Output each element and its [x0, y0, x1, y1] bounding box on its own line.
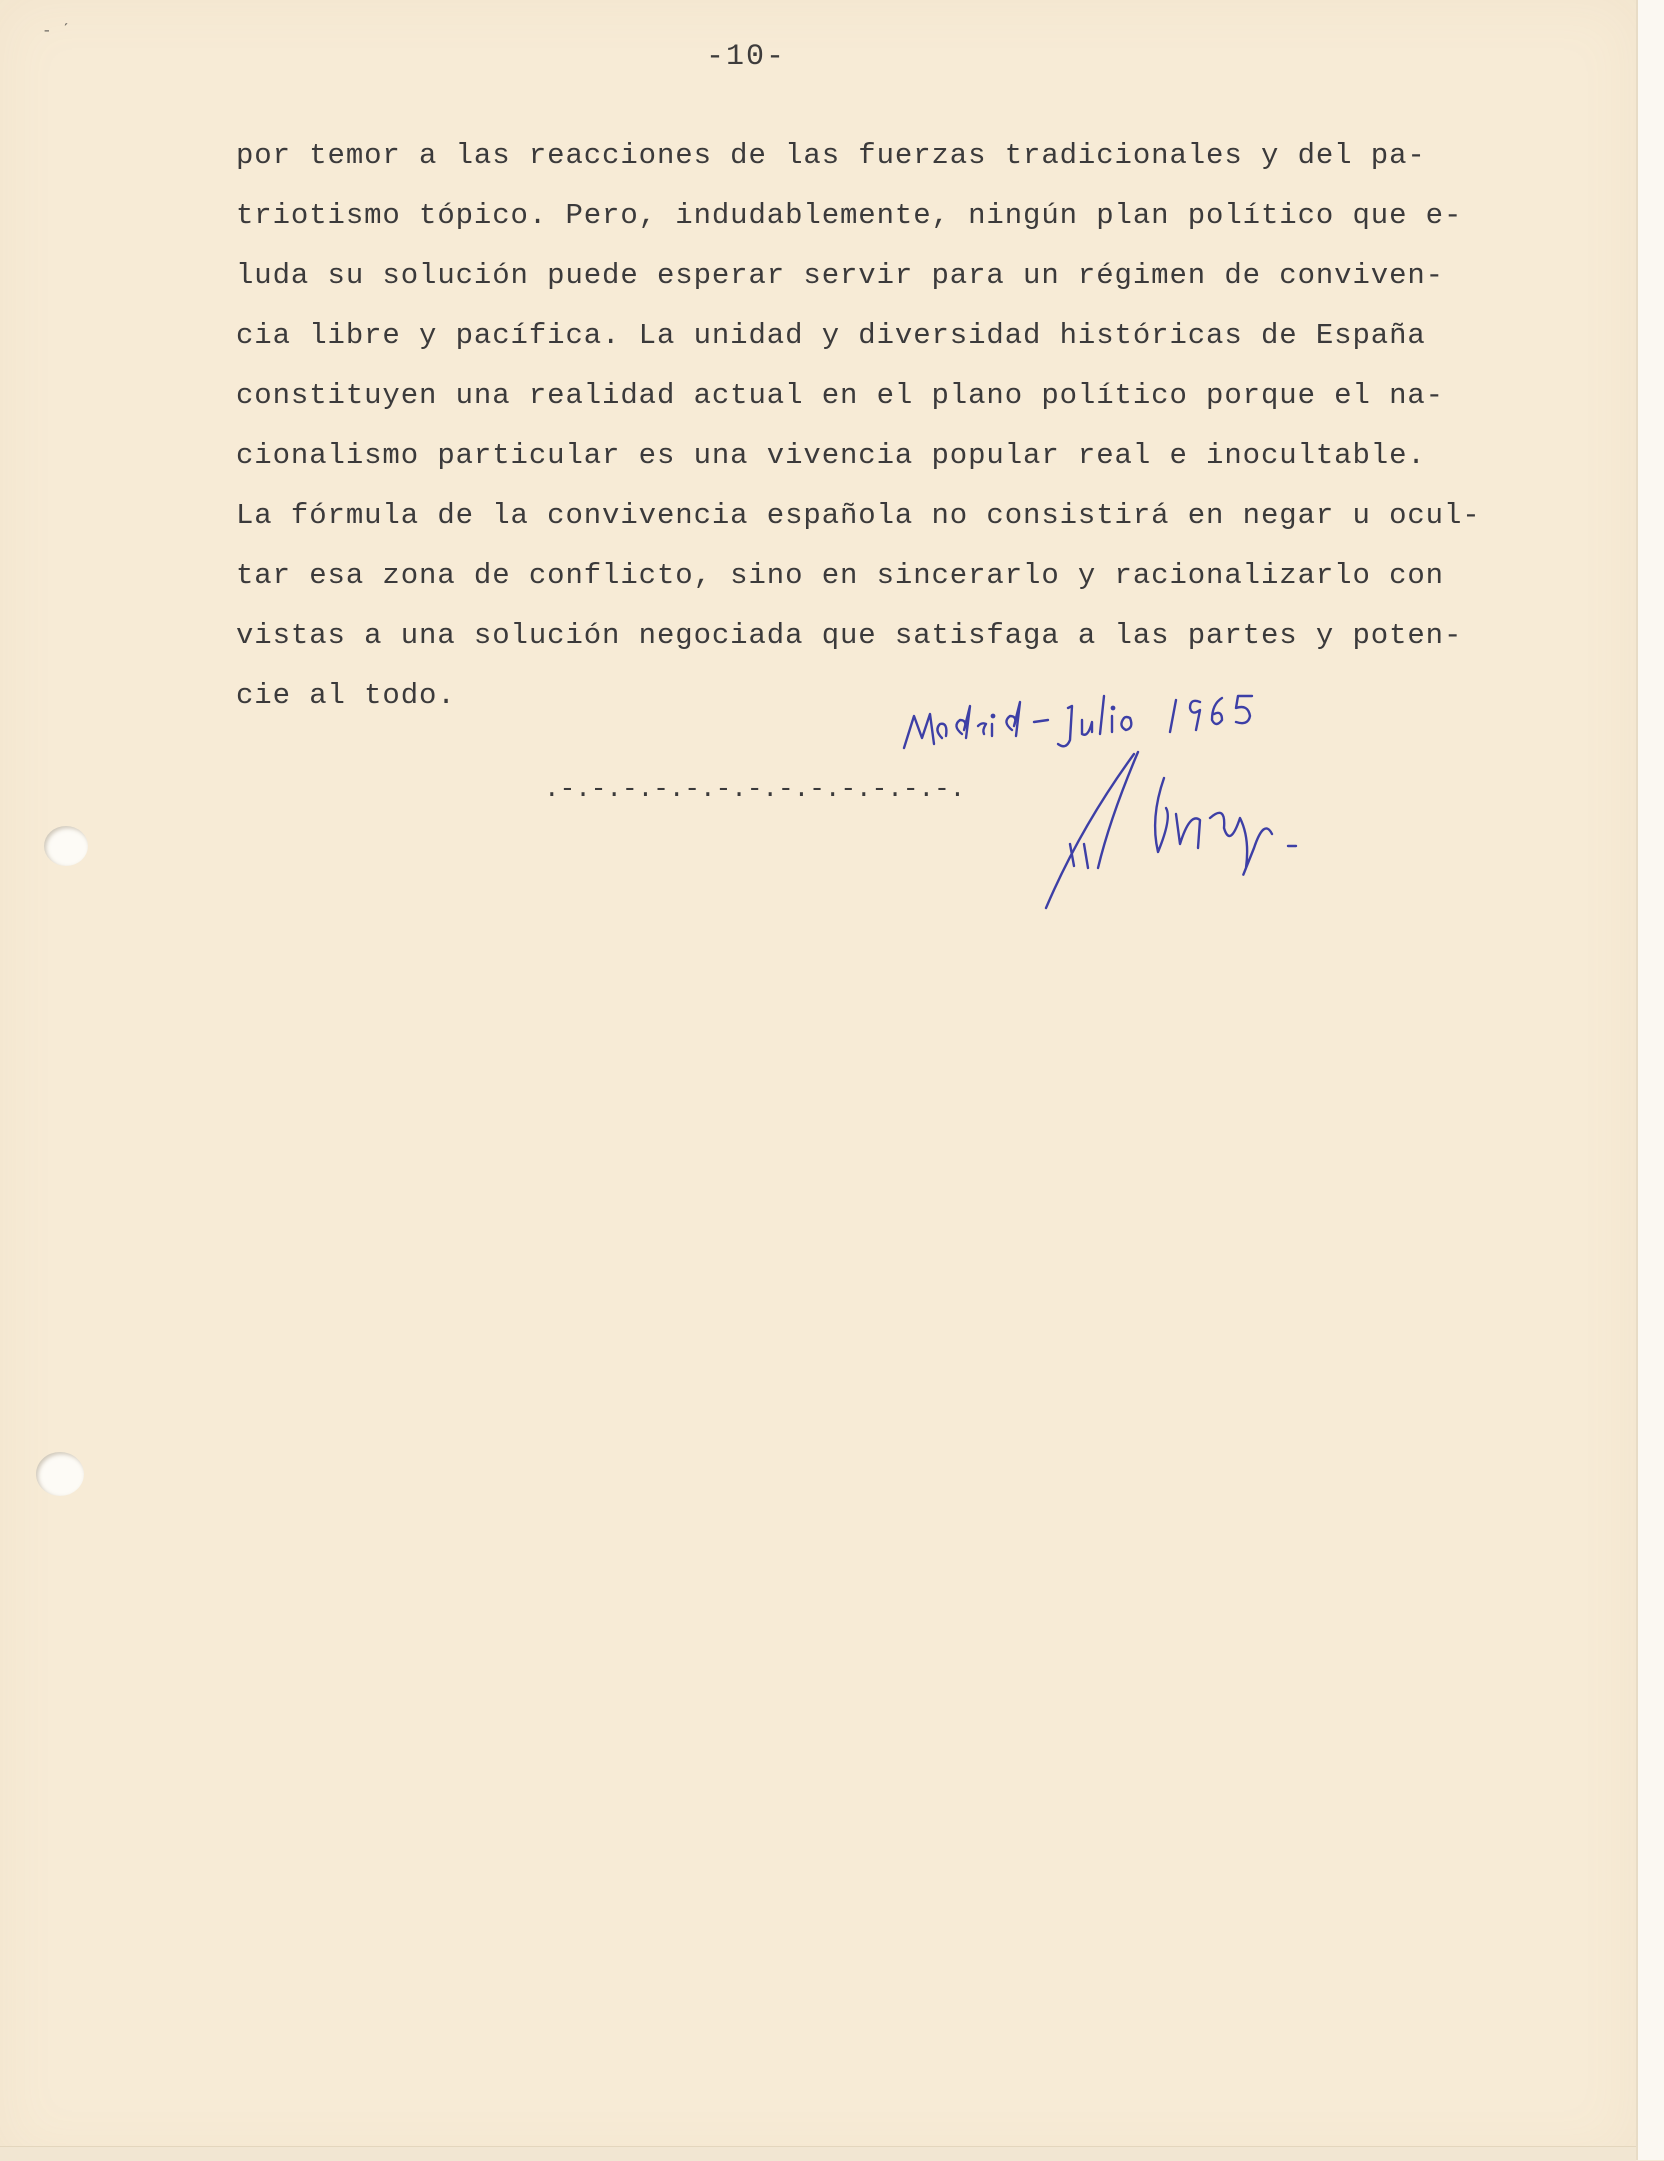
body-line: cia libre y pacífica. La unidad y diversidad históricas de España: [236, 319, 1426, 352]
closing-rule: .-.-.-.-.-.-.-.-.-.-.-.-.-.: [544, 774, 966, 804]
body-line: constituyen una realidad actual en el plano político porque el na-: [236, 379, 1444, 412]
page-number: -10-: [706, 40, 787, 74]
body-line: cie al todo.: [236, 679, 456, 712]
body-line: tar esa zona de conflicto, sino en sincerarlo y racionalizarlo con: [236, 559, 1444, 592]
punch-hole: [36, 1452, 84, 1496]
page-bottom-edge: [0, 2146, 1636, 2161]
punch-hole: [44, 826, 88, 866]
body-line: triotismo tópico. Pero, indudablemente, ningún plan político que e-: [236, 199, 1463, 232]
body-line: por temor a las reacciones de las fuerzas tradicionales y del pa-: [236, 139, 1426, 172]
body-text: [236, 126, 1636, 726]
signature: [1040, 748, 1460, 918]
body-line: vistas a una solución negociada que satisfaga a las partes y poten-: [236, 619, 1463, 652]
body-line: La fórmula de la convivencia española no consistirá en negar u ocul-: [236, 499, 1481, 532]
page-right-edge: [1636, 0, 1664, 2160]
body-line: cionalismo particular es una vivencia popular real e inocultable.: [236, 439, 1426, 472]
body-line: luda su solución puede esperar servir para un régimen de conviven-: [236, 259, 1444, 292]
stray-mark: ‐ ˊ: [42, 22, 71, 40]
